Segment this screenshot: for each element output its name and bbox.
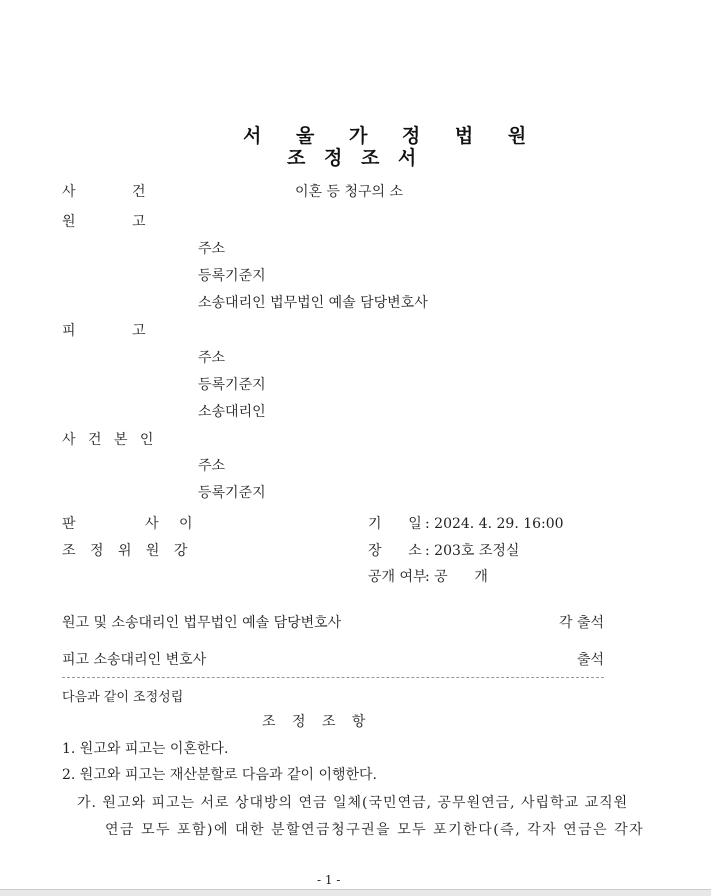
term-1: 1. 원고와 피고는 이혼한다. xyxy=(62,741,229,757)
principal-label: 사 건 본 인 xyxy=(62,432,158,448)
attendance-status-2: 출석 xyxy=(576,652,604,668)
attendance-who-2: 피고 소송대리인 변호사 xyxy=(62,652,207,668)
plaintiff-registry-label: 등록기준지 xyxy=(198,268,266,284)
term-2a: 가. 원고와 피고는 서로 상대방의 연금 일체(국민연금, 공무원연금, 사립학교 교직원 xyxy=(77,795,629,811)
plaintiff-label-a: 원 xyxy=(62,214,76,230)
case-label-b: 건 xyxy=(132,184,146,200)
plaintiff-attorney: 소송대리인 법무법인 예솔 담당변호사 xyxy=(198,295,428,311)
judge-label-b: 사 이 xyxy=(145,516,201,532)
defendant-attorney: 소송대리인 xyxy=(198,404,266,420)
defendant-registry-label: 등록기준지 xyxy=(198,377,266,393)
defendant-address-label: 주소 xyxy=(198,350,226,366)
defendant-label-b: 고 xyxy=(132,323,146,339)
attendance-who-1: 원고 및 소송대리인 법무법인 예솔 담당변호사 xyxy=(62,615,342,631)
case-value: 이혼 등 청구의 소 xyxy=(295,184,404,200)
defendant-label-a: 피 xyxy=(62,323,76,339)
court-name: 서 울 가 정 법 원 xyxy=(243,125,541,147)
date-label: 기 일 xyxy=(368,516,422,532)
case-label-a: 사 xyxy=(62,184,76,200)
judge-label-a: 판 xyxy=(62,516,76,532)
public-value: : 공 개 xyxy=(425,569,488,585)
place-value: : 203호 조정실 xyxy=(425,543,520,559)
plaintiff-address-label: 주소 xyxy=(198,241,226,257)
page-number: - 1 - xyxy=(317,873,341,887)
principal-registry-label: 등록기준지 xyxy=(198,485,266,501)
public-label: 공개 여부 xyxy=(368,569,427,585)
term-2a-cont: 연금 모두 포함)에 대한 분할연금청구권을 모두 포기한다(즉, 각자 연금은 각자 xyxy=(105,822,645,838)
mediator-label: 조 정 위 원 강 xyxy=(62,543,193,559)
term-2: 2. 원고와 피고는 재산분할로 다음과 같이 이행한다. xyxy=(62,767,377,783)
place-label: 장 소 xyxy=(368,543,422,559)
divider xyxy=(62,677,604,678)
date-text: 2024. 4. 29. 16:00 xyxy=(434,516,564,532)
place-text: 203호 조정실 xyxy=(434,543,520,559)
attendance-status-1: 각 출석 xyxy=(558,615,604,631)
date-value: : 2024. 4. 29. 16:00 xyxy=(425,516,564,532)
plaintiff-label-b: 고 xyxy=(132,214,146,230)
result-text: 다음과 같이 조정성립 xyxy=(62,690,184,705)
principal-address-label: 주소 xyxy=(198,458,226,474)
public-text: 공 개 xyxy=(434,569,488,585)
document-title: 조 정 조 서 xyxy=(287,147,423,169)
terms-title: 조 정 조 항 xyxy=(262,714,372,730)
